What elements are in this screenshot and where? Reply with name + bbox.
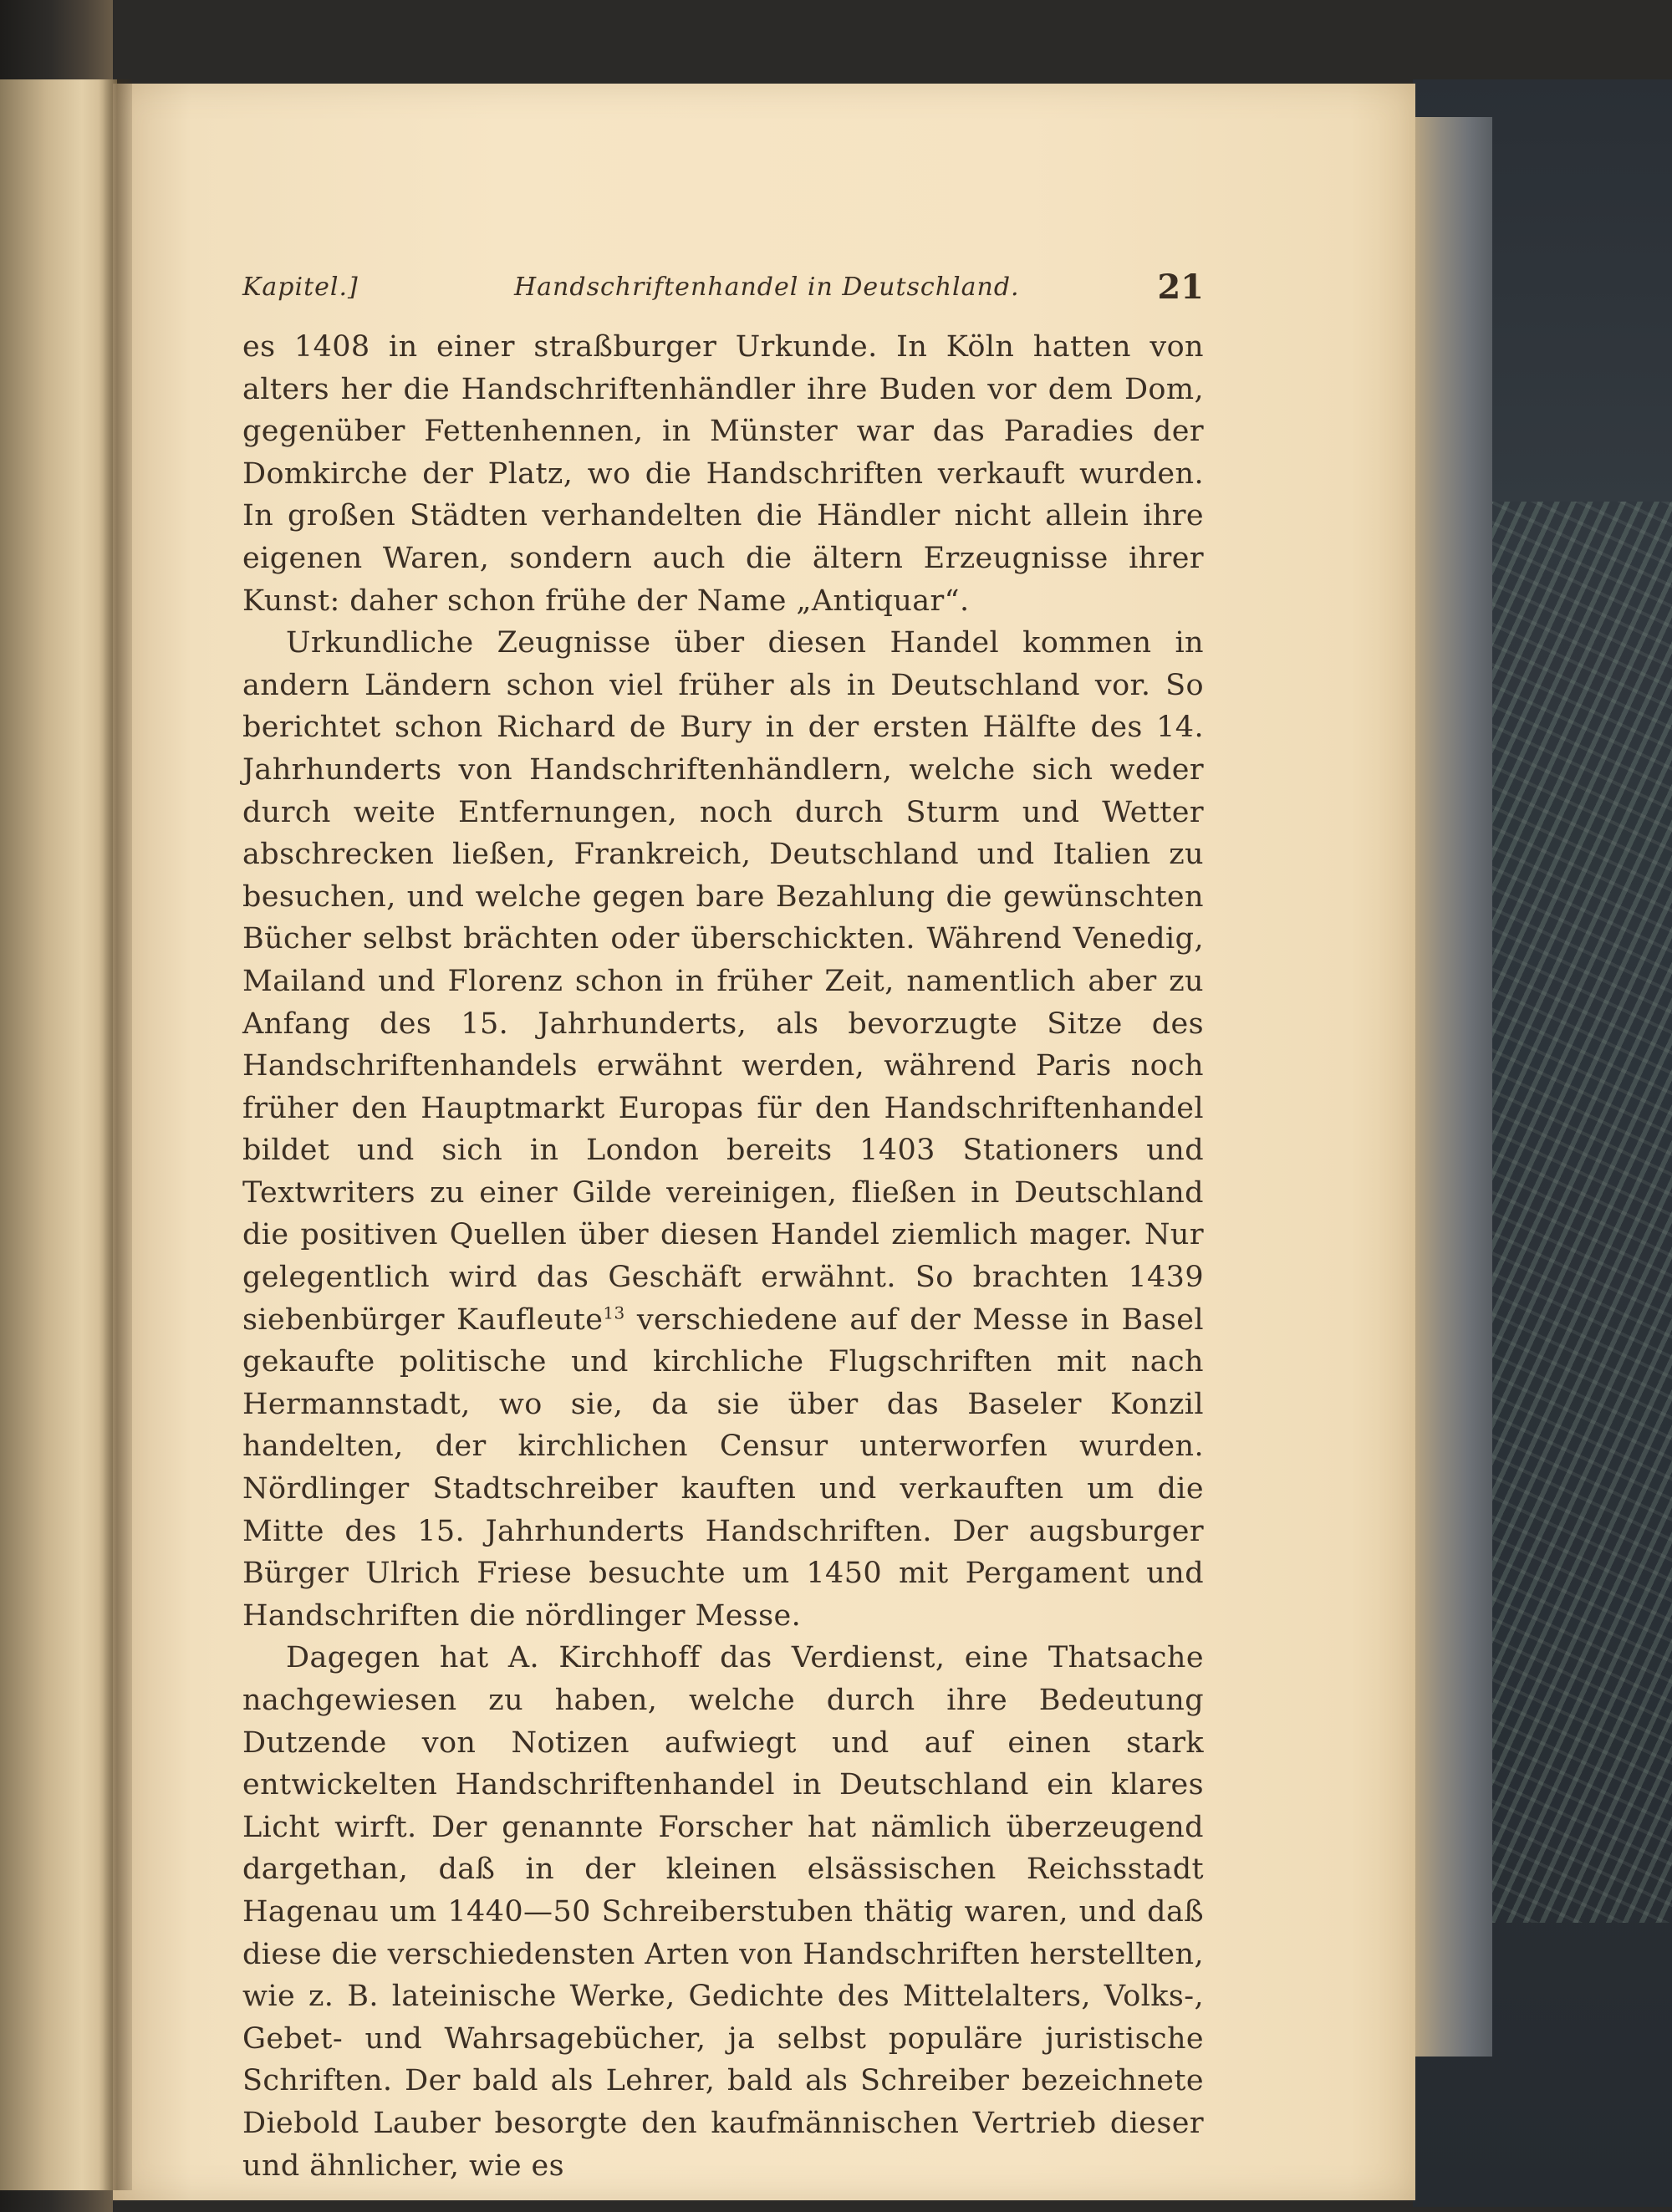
running-header — [242, 269, 1204, 309]
paragraph-2-text-before-footnote: Urkundliche Zeugnisse über diesen Handel kommen in andern Ländern schon viel früher als in Deutschland vor. So berichtet schon Richard de Bury in der ersten Hälfte des 14. Jahrhunderts von Handschriftenhändlern, welche sich weder durch weite Entfernungen, noch durch Sturm und Wetter abschrecken ließen, Frankreich, Deutschland und Italien zu besuchen, und welche gegen bare Bezahlung die gewünschten Bücher selbst brächten oder überschickten. Während Venedig, Mailand und Florenz schon in früher Zeit, namentlich aber zu Anfang des 15. Jahrhunderts, als bevorzugte Sitze des Handschriftenhandels erwähnt werden, während Paris noch früher den Hauptmarkt Europas für den Handschriftenhandel bildet und sich in London bereits 1403 Stationers und Textwriters zu einer Gilde vereinigen, fließen in Deutschland die positiven Quellen über diesen Handel ziemlich mager. Nur gelegentlich wird das Geschäft erwähnt. So brachten 1439 siebenbürger Kaufleute — [242, 626, 1204, 1337]
marbled-cover-pattern — [1488, 502, 1672, 1923]
paragraph-1: es 1408 in einer straßburger Urkunde. In Köln hatten von alters her die Handschriftenhändler ihre Buden vor dem Dom, gegenüber Fettenhennen, in Münster war das Paradies der Domkirche der Platz, wo die Handschriften verkauft wurden. In großen Städten verhandelten die Händler nicht allein ihre eigenen Waren, sondern auch die ältern Erzeugnisse ihrer Kunst: daher schon frühe der Name „Antiquar“. — [242, 330, 1204, 618]
running-title: Handschriftenhandel in Deutschland. — [514, 273, 1020, 302]
right-page-edges — [1413, 117, 1492, 2057]
page-number: 21 — [1157, 268, 1204, 307]
paragraph-2-text-after-footnote: verschiedene auf der Messe in Basel gekaufte politische und kirchliche Flugschriften mit nach Hermannstadt, wo sie, da sie über das Baseler Konzil handelten, der kirchlichen Censur unterworfen wurden. Nördlinger Stadtschreiber kauften und verkauften um die Mitte des 15. Jahrhunderts Handschriften. Der augsburger Bürger Ulrich Friese besuchte um 1450 mit Pergament und Handschriften die nördlinger Messe. — [242, 1302, 1204, 1633]
paragraph-2 — [242, 622, 1204, 1637]
chapter-label: Kapitel.] — [242, 273, 359, 302]
page-body — [242, 326, 1204, 2187]
paragraph-3: Dagegen hat A. Kirchhoff das Verdienst, eine Thatsache nachgewiesen zu haben, welche durch ihre Bedeutung Dutzende von Notizen aufwiegt und auf einen stark entwickelten Handschriftenhandel in Deutschland ein klares Licht wirft. Der genannte Forscher hat nämlich überzeugend dargethan, daß in der kleinen elsässischen Reichsstadt Hagenau um 1440—50 Schreiberstuben thätig waren, und daß diese die verschiedensten Arten von Handschriften herstellten, wie z. B. lateinische Werke, Gedichte des Mittelalters, Volks-, Gebet- und Wahrsagebücher, ja selbst populäre juristische Schriften. Der bald als Lehrer, bald als Schreiber bezeichnete Diebold Lauber besorgte den kaufmännischen Vertrieb dieser und ähnlicher, wie es — [242, 1641, 1204, 2183]
gutter-shadow — [99, 79, 132, 2190]
footnote-marker: 13 — [603, 1302, 625, 1323]
